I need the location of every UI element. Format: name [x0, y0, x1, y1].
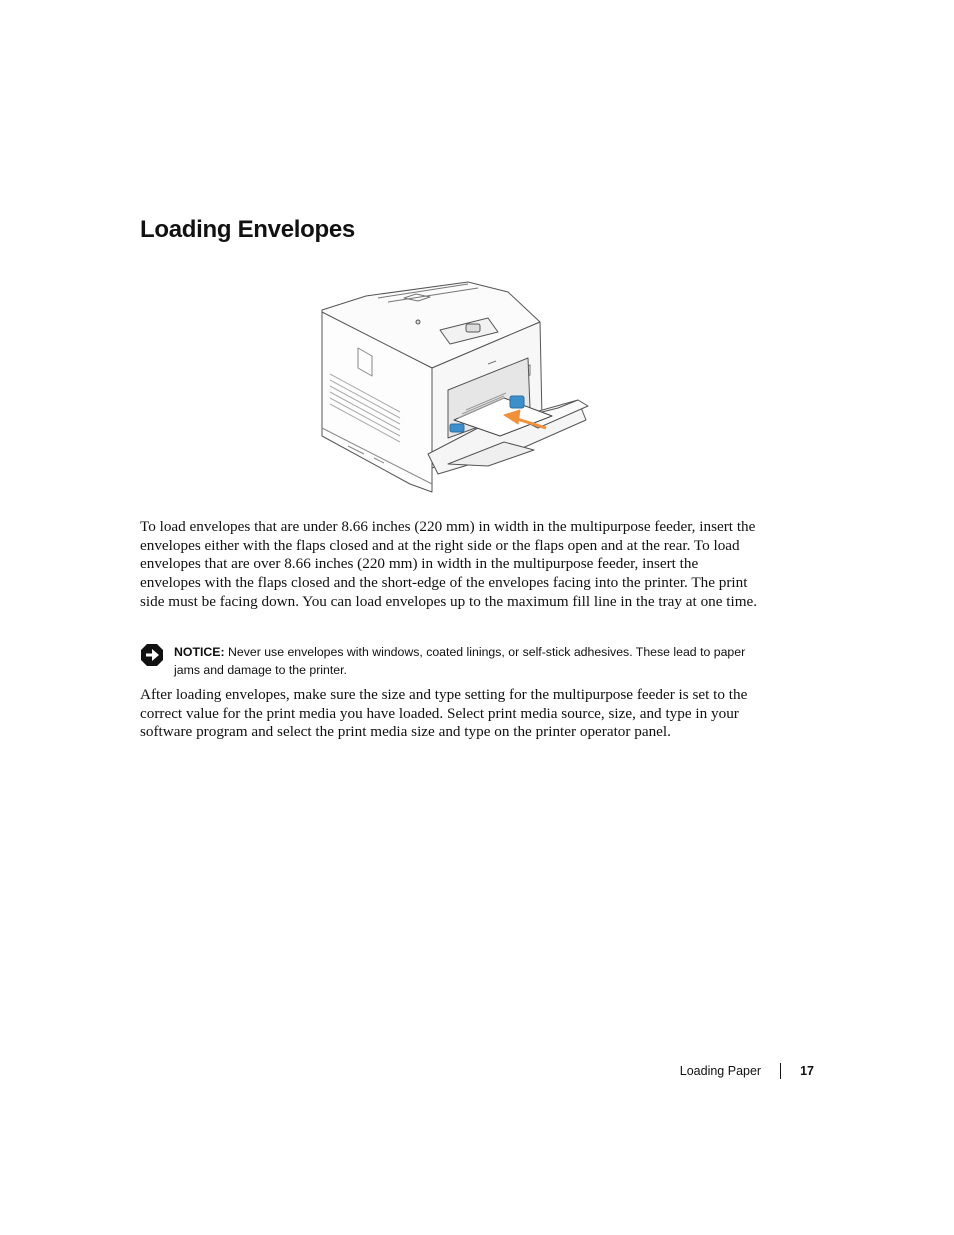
paragraph-envelope-loading: To load envelopes that are under 8.66 inches (220 mm) in width in the multipurpose feeder, insert the envelopes either with the flaps closed and at the right side or the flaps open and at the rear. To load envelopes that are over 8.66 inches (220 mm) in width in the multipurpose feeder, insert the envelopes with the flaps closed and the short-edge of the envelopes facing into the printer. The print side must be facing down. You can load envelopes up to the maximum fill line in the tray at one time.: [140, 518, 758, 610]
notice-label: NOTICE:: [174, 645, 225, 659]
printer-envelope-icon: [318, 278, 590, 496]
footer-divider: [780, 1063, 781, 1079]
footer-section-title: Loading Paper: [679, 1064, 762, 1078]
page-footer: [680, 1063, 814, 1079]
notice-body: Never use envelopes with windows, coated linings, or self-stick adhesives. These lead to paper jams and damage to the printer.: [174, 645, 746, 677]
notice-arrow-icon: [140, 643, 164, 667]
page-number: 17: [800, 1064, 814, 1078]
notice-text: [174, 644, 764, 679]
paragraph-after-loading: After loading envelopes, make sure the size and type setting for the multipurpose feeder is set to the correct value for the print media you have loaded. Select print media source, size, and type in your software program and select the print media size and type on the printer operator panel.: [140, 686, 748, 741]
printer-illustration: [318, 278, 590, 496]
page-title: Loading Envelopes: [140, 216, 355, 243]
